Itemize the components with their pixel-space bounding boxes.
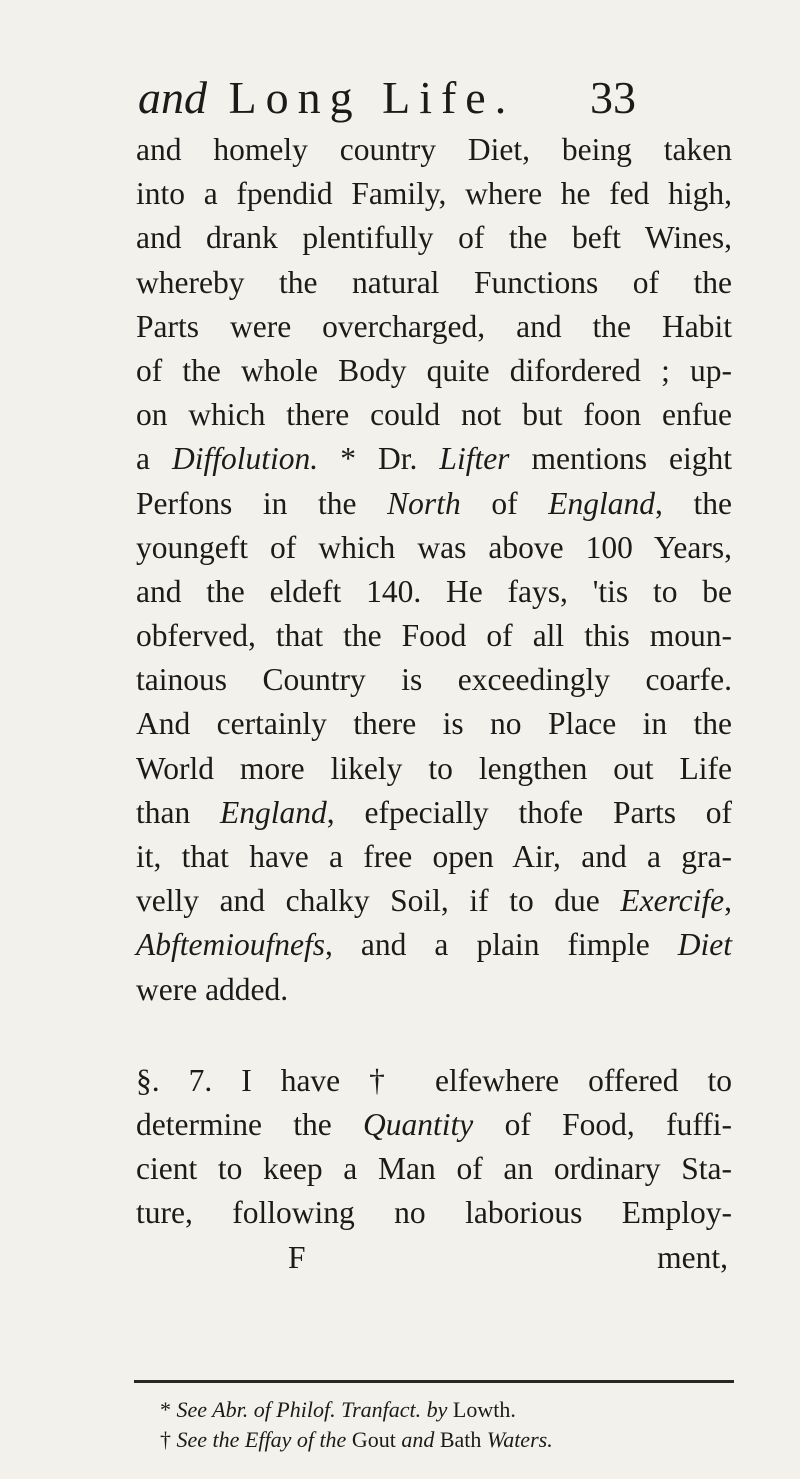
footnotes [142,1395,742,1455]
text-line: youngeft of which was above 100 Years, [136,529,732,565]
text-line: velly and chalky Soil, if to due Exercife, [136,883,732,919]
page-number: 33 [590,72,636,123]
text-line: Parts were overcharged, and the Habit [136,308,732,344]
text-line: and the eldeft 140. He fays, 'tis to be [136,573,732,609]
catchword: ment, [657,1239,728,1275]
text-line: Abftemioufnefs, and a plain fimple Diet [136,927,732,963]
footnote: † See the Effay of the Gout and Bath Waters. [160,1427,553,1452]
text-line: on which there could not but foon enfue [136,397,732,433]
text-line: cient to keep a Man of an ordinary Sta- [136,1151,732,1187]
body-text [136,128,732,1280]
text-line: whereby the natural Functions of the [136,264,732,300]
footnote-rule [134,1380,734,1383]
text-line: and homely country Diet, being taken [136,132,732,167]
text-line: than England, efpecially thofe Parts of [136,794,733,830]
text-line: Perfons in the North of England, the [136,485,733,521]
text-line: into a fpendid Family, where he fed high, [136,176,732,212]
text-line: tainous Country is exceedingly coarfe. [136,662,732,698]
running-header [138,68,738,128]
text-line: obferved, that the Food of all this moun- [136,618,732,654]
signature-mark: F [288,1239,306,1275]
footnote: * See Abr. of Philof. Tranfact. by Lowth. [160,1397,516,1422]
header-prefix: and [138,72,207,123]
text-line: of the whole Body quite difordered ; up- [136,352,732,388]
catch-line [136,1236,732,1280]
header-title: Long Life. [228,72,516,123]
text-line: And certainly there is no Place in the [136,706,732,742]
text-line: determine the Quantity of Food, fuffi- [136,1106,733,1142]
text-line: it, that have a free open Air, and a gra- [136,839,732,874]
text-line: §. 7. I have † elfewhere offered to [136,1062,732,1098]
text-line: and drank plentifully of the beft Wines, [136,220,732,256]
text-line: a Diffolution. * Dr. Lifter mentions eight [136,441,733,477]
text-line: ture, following no laborious Employ- [136,1195,732,1231]
text-line: were added. [136,971,289,1007]
text-line: World more likely to lengthen out Life [136,750,732,786]
